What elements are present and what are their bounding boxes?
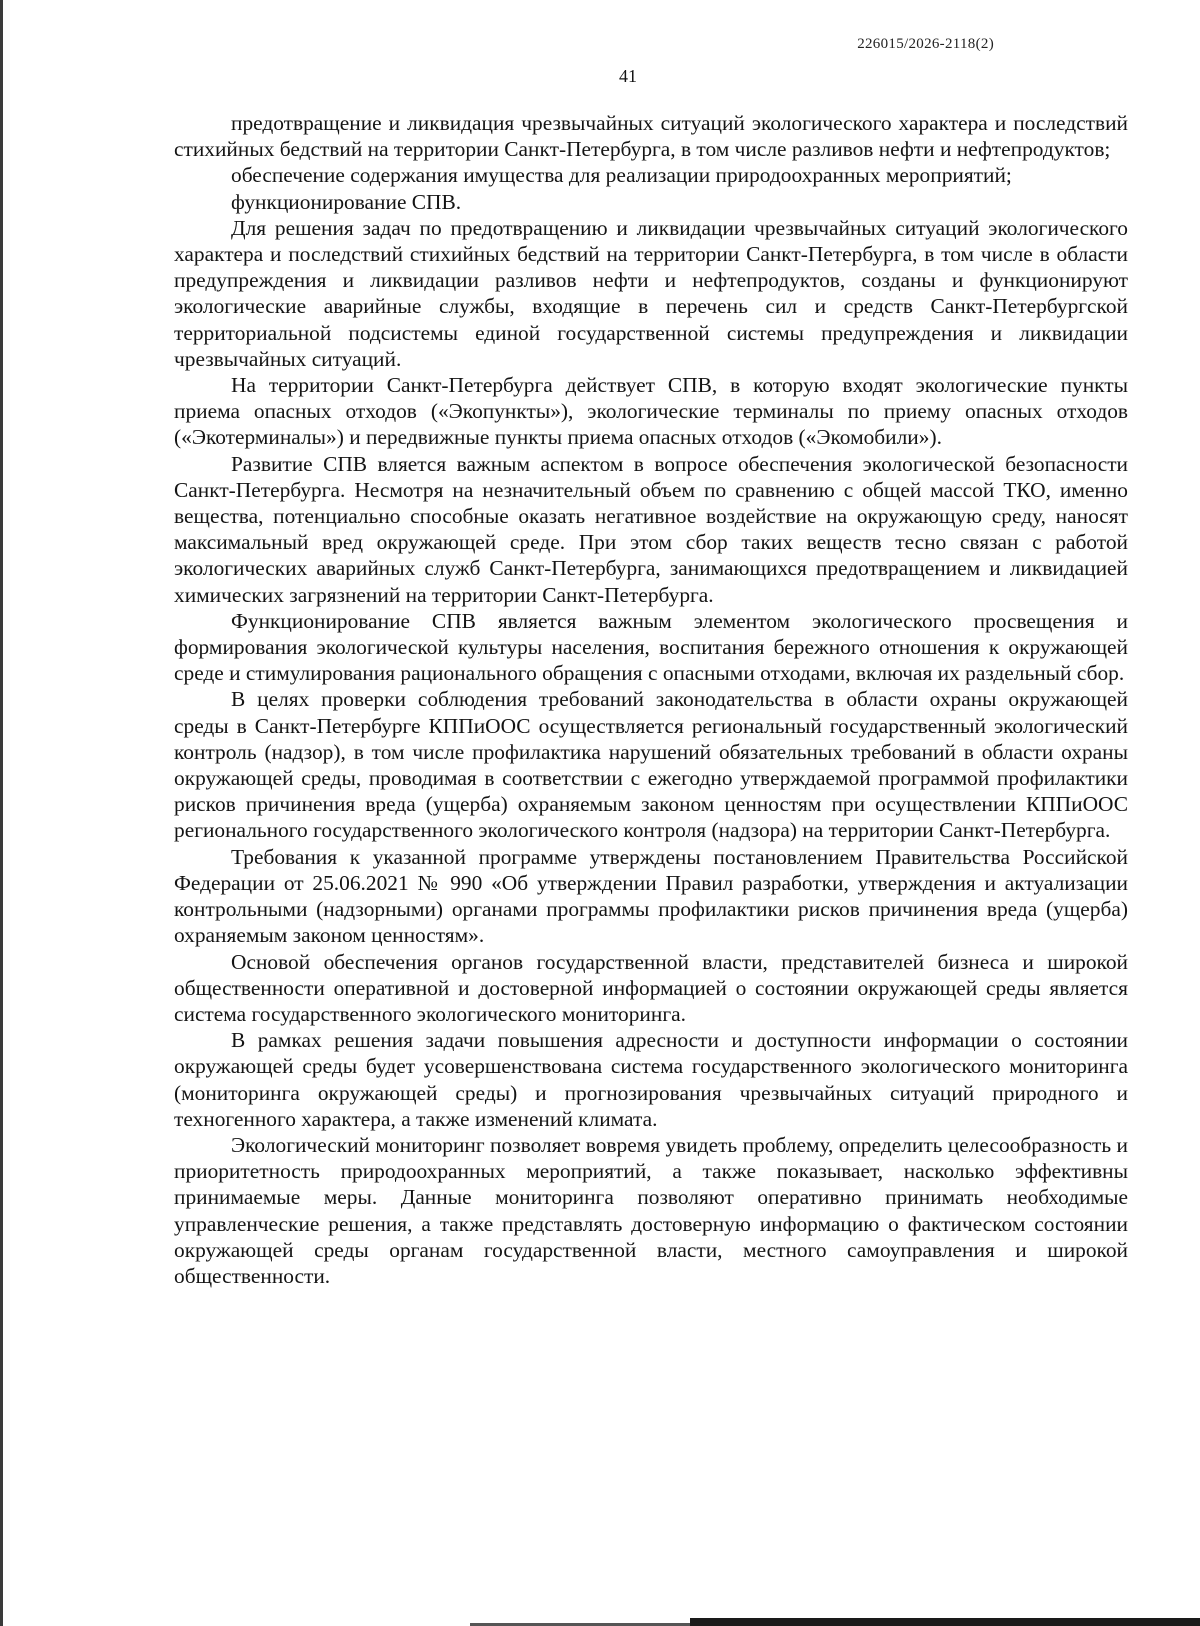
paragraph-7: Функционирование СПВ является важным элементом экологического просвещения и формирования экологической культуры населения, воспитания бережного отношения к окружающей среде и стимулирования рационального обращения с опасными отходами, включая их раздельный сбор. — [174, 608, 1128, 686]
paragraph-5: На территории Санкт-Петербурга действует СПВ, в которую входят экологические пункты приема опасных отходов («Экопункты»), экологические терминалы по приему опасных отходов («Экотерминалы») и передвижные пункты приема опасных отходов («Экомобили»). — [174, 373, 1128, 450]
scan-bottom-edge — [690, 1618, 1200, 1626]
page-number: 41 — [619, 66, 637, 86]
paragraph-12: Экологический мониторинг позволяет вовремя увидеть проблему, определить целесообразность и приоритетность природоохранных мероприятий, а также показывает, насколько эффективны принимаемые меры. Данные мониторинга позволяют оперативно принимать необходимые управленческие решения, а также представлять достоверную информацию о фактическом состоянии окружающей среды органам государственной власти, местного самоуправления и широкой общественности. — [174, 1132, 1128, 1288]
paragraph-3: функционирование СПВ. — [231, 189, 462, 214]
paragraph-10: Основой обеспечения органов государственной власти, представителей бизнеса и широкой общественности оперативной и достоверной информацией о состоянии окружающей среды является система государственного экологического мониторинга. — [174, 949, 1128, 1026]
paragraph-2: обеспечение содержания имущества для реализации природоохранных мероприятий; — [231, 163, 1012, 188]
paragraph-8: В целях проверки соблюдения требований законодательства в области охраны окружающей среды в Санкт-Петербурге КППиООС осуществляется региональный государственный экологический контроль (надзор), в том числе профилактика нарушений обязательных требований в области охраны окружающей среды, проводимая в соответствии с ежегодно утверждаемой программой профилактики рисков причинения вреда (ущерба) охраняемым законом ценностям при осуществлении КППиООС регионального государственного экологического контроля (надзора) на территории Санкт-Петербурга. — [174, 687, 1128, 843]
paragraph-9: Требования к указанной программе утверждены постановлением Правительства Российской Федерации от 25.06.2021 № 990 «Об утверждении Правил разработки, утверждения и актуализации контрольными (надзорными) органами программы профилактики рисков причинения вреда (ущерба) охраняемым законом ценностям». — [174, 844, 1128, 948]
document-body — [174, 110, 1128, 1289]
paragraph-11: В рамках решения задачи повышения адресности и доступности информации о состоянии окружающей среды будет усовершенствована система государственного экологического мониторинга (мониторинга окружающей среды) и прогнозирования чрезвычайных ситуаций природного и техногенного характера, а также изменений климата. — [174, 1028, 1128, 1131]
scan-left-edge — [0, 0, 3, 1626]
document-id: 226015/2026-2118(2) — [857, 36, 994, 52]
paragraph-1: предотвращение и ликвидация чрезвычайных ситуаций экологического характера и последствий стихийных бедствий на территории Санкт-Петербурга, в том числе разливов нефти и нефтепродуктов; — [174, 111, 1128, 162]
paragraph-4: Для решения задач по предотвращению и ликвидации чрезвычайных ситуаций экологического характера и последствий стихийных бедствий на территории Санкт-Петербурга, в том числе в области предупреждения и ликвидации разливов нефти и нефтепродуктов, созданы и функционируют экологические аварийные службы, входящие в перечень сил и средств Санкт-Петербургской территориальной подсистемы единой государственной системы предупреждения и ликвидации чрезвычайных ситуаций. — [174, 215, 1128, 371]
paragraph-6: Развитие СПВ вляется важным аспектом в вопросе обеспечения экологической безопасности Санкт-Петербурга. Несмотря на незначительный объем по сравнению с общей массой ТКО, именно вещества, потенциально способные оказать негативное воздействие на окружающую среду, наносят максимальный вред окружающей среде. При этом сбор таких веществ тесно связан с работой экологических аварийных служб Санкт-Петербурга, занимающихся предотвращением и ликвидацией химических загрязнений на территории Санкт-Петербурга. — [174, 451, 1128, 607]
